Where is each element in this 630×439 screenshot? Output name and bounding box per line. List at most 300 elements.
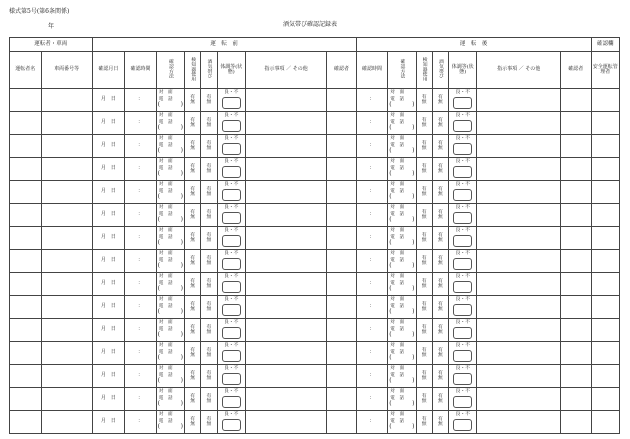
confirm-date-cell[interactable] (92, 296, 125, 319)
condition-cell[interactable] (217, 296, 245, 319)
alcohol-after-cell[interactable] (432, 227, 448, 250)
confirm-time-cell[interactable] (125, 89, 157, 112)
method-cell[interactable] (388, 204, 416, 227)
condition-cell[interactable] (449, 204, 477, 227)
detector-cell[interactable] (185, 158, 201, 181)
checker-after-cell[interactable] (561, 388, 592, 411)
instructions-after-cell[interactable] (477, 296, 561, 319)
vehicle-no-cell[interactable] (41, 204, 92, 227)
vehicle-no-cell[interactable] (41, 365, 92, 388)
confirm-date-cell[interactable] (92, 112, 125, 135)
detector-cell[interactable] (185, 319, 201, 342)
detector-cell[interactable] (185, 365, 201, 388)
instructions-after-cell[interactable] (477, 273, 561, 296)
detector-cell[interactable] (185, 204, 201, 227)
instructions-cell[interactable] (245, 181, 327, 204)
checker-after-cell[interactable] (561, 296, 592, 319)
detector-cell[interactable] (185, 296, 201, 319)
instructions-cell[interactable] (245, 250, 327, 273)
condition-note-box[interactable] (453, 258, 472, 270)
condition-note-box[interactable] (453, 97, 472, 109)
checker-after-cell[interactable] (561, 89, 592, 112)
confirm-time-after-cell[interactable] (356, 365, 388, 388)
checker-after-cell[interactable] (561, 250, 592, 273)
confirm-time-cell[interactable] (125, 411, 157, 434)
alcohol-cell[interactable] (201, 342, 217, 365)
condition-note-box[interactable] (222, 143, 241, 155)
driver-name-cell[interactable] (10, 365, 42, 388)
method-cell[interactable] (388, 181, 416, 204)
alcohol-cell[interactable] (201, 181, 217, 204)
instructions-cell[interactable] (245, 319, 327, 342)
detector-after-cell[interactable] (416, 296, 432, 319)
checker-after-cell[interactable] (561, 227, 592, 250)
alcohol-after-cell[interactable] (432, 89, 448, 112)
confirm-time-after-cell[interactable] (356, 411, 388, 434)
alcohol-after-cell[interactable] (432, 273, 448, 296)
confirm-date-cell[interactable] (92, 411, 125, 434)
detector-after-cell[interactable] (416, 112, 432, 135)
driver-name-cell[interactable] (10, 181, 42, 204)
method-cell[interactable] (156, 158, 184, 181)
checker-cell[interactable] (327, 319, 356, 342)
instructions-cell[interactable] (245, 135, 327, 158)
detector-cell[interactable] (185, 342, 201, 365)
confirm-time-cell[interactable] (125, 227, 157, 250)
condition-note-box[interactable] (222, 120, 241, 132)
condition-cell[interactable] (449, 112, 477, 135)
confirm-time-after-cell[interactable] (356, 158, 388, 181)
method-cell[interactable] (388, 319, 416, 342)
condition-note-box[interactable] (222, 97, 241, 109)
instructions-cell[interactable] (245, 204, 327, 227)
detector-after-cell[interactable] (416, 250, 432, 273)
alcohol-cell[interactable] (201, 158, 217, 181)
detector-cell[interactable] (185, 135, 201, 158)
condition-cell[interactable] (217, 273, 245, 296)
instructions-cell[interactable] (245, 411, 327, 434)
condition-note-box[interactable] (222, 235, 241, 247)
instructions-cell[interactable] (245, 388, 327, 411)
vehicle-no-cell[interactable] (41, 89, 92, 112)
confirm-time-cell[interactable] (125, 181, 157, 204)
detector-after-cell[interactable] (416, 388, 432, 411)
driver-name-cell[interactable] (10, 388, 42, 411)
method-cell[interactable] (156, 319, 184, 342)
detector-after-cell[interactable] (416, 273, 432, 296)
checker-cell[interactable] (327, 204, 356, 227)
alcohol-after-cell[interactable] (432, 204, 448, 227)
driver-name-cell[interactable] (10, 319, 42, 342)
checker-cell[interactable] (327, 273, 356, 296)
condition-note-box[interactable] (222, 419, 241, 431)
detector-cell[interactable] (185, 181, 201, 204)
confirm-date-cell[interactable] (92, 227, 125, 250)
condition-cell[interactable] (449, 365, 477, 388)
vehicle-no-cell[interactable] (41, 319, 92, 342)
checker-cell[interactable] (327, 342, 356, 365)
confirm-time-after-cell[interactable] (356, 89, 388, 112)
confirm-time-after-cell[interactable] (356, 388, 388, 411)
detector-cell[interactable] (185, 227, 201, 250)
confirm-time-after-cell[interactable] (356, 204, 388, 227)
condition-note-box[interactable] (222, 396, 241, 408)
condition-cell[interactable] (217, 158, 245, 181)
method-cell[interactable] (388, 158, 416, 181)
condition-cell[interactable] (449, 89, 477, 112)
condition-cell[interactable] (217, 342, 245, 365)
vehicle-no-cell[interactable] (41, 388, 92, 411)
method-cell[interactable] (156, 411, 184, 434)
condition-note-box[interactable] (453, 396, 472, 408)
condition-cell[interactable] (217, 411, 245, 434)
detector-after-cell[interactable] (416, 204, 432, 227)
checker-after-cell[interactable] (561, 365, 592, 388)
alcohol-cell[interactable] (201, 135, 217, 158)
method-cell[interactable] (388, 227, 416, 250)
vehicle-no-cell[interactable] (41, 135, 92, 158)
alcohol-cell[interactable] (201, 319, 217, 342)
method-cell[interactable] (388, 273, 416, 296)
confirm-time-cell[interactable] (125, 158, 157, 181)
method-cell[interactable] (388, 250, 416, 273)
vehicle-no-cell[interactable] (41, 250, 92, 273)
checker-after-cell[interactable] (561, 135, 592, 158)
condition-cell[interactable] (449, 388, 477, 411)
condition-note-box[interactable] (453, 327, 472, 339)
checker-cell[interactable] (327, 250, 356, 273)
condition-note-box[interactable] (222, 327, 241, 339)
condition-note-box[interactable] (222, 373, 241, 385)
instructions-after-cell[interactable] (477, 112, 561, 135)
detector-cell[interactable] (185, 112, 201, 135)
driver-name-cell[interactable] (10, 250, 42, 273)
confirm-time-cell[interactable] (125, 388, 157, 411)
condition-cell[interactable] (449, 181, 477, 204)
condition-cell[interactable] (449, 135, 477, 158)
detector-after-cell[interactable] (416, 411, 432, 434)
detector-cell[interactable] (185, 273, 201, 296)
alcohol-cell[interactable] (201, 273, 217, 296)
condition-note-box[interactable] (222, 350, 241, 362)
condition-note-box[interactable] (453, 143, 472, 155)
confirm-date-cell[interactable] (92, 158, 125, 181)
checker-after-cell[interactable] (561, 204, 592, 227)
condition-cell[interactable] (217, 365, 245, 388)
safety-manager-cell[interactable] (591, 89, 619, 112)
condition-cell[interactable] (217, 89, 245, 112)
checker-cell[interactable] (327, 296, 356, 319)
condition-cell[interactable] (217, 250, 245, 273)
method-cell[interactable] (388, 112, 416, 135)
condition-note-box[interactable] (453, 281, 472, 293)
checker-cell[interactable] (327, 135, 356, 158)
confirm-time-cell[interactable] (125, 250, 157, 273)
condition-cell[interactable] (217, 204, 245, 227)
method-cell[interactable] (156, 365, 184, 388)
instructions-after-cell[interactable] (477, 342, 561, 365)
method-cell[interactable] (156, 204, 184, 227)
instructions-after-cell[interactable] (477, 158, 561, 181)
alcohol-after-cell[interactable] (432, 112, 448, 135)
condition-cell[interactable] (449, 319, 477, 342)
detector-after-cell[interactable] (416, 135, 432, 158)
safety-manager-cell[interactable] (591, 227, 619, 250)
instructions-after-cell[interactable] (477, 319, 561, 342)
alcohol-cell[interactable] (201, 296, 217, 319)
driver-name-cell[interactable] (10, 112, 42, 135)
confirm-time-cell[interactable] (125, 273, 157, 296)
checker-cell[interactable] (327, 365, 356, 388)
safety-manager-cell[interactable] (591, 250, 619, 273)
driver-name-cell[interactable] (10, 227, 42, 250)
safety-manager-cell[interactable] (591, 112, 619, 135)
alcohol-after-cell[interactable] (432, 342, 448, 365)
instructions-cell[interactable] (245, 365, 327, 388)
instructions-cell[interactable] (245, 273, 327, 296)
detector-after-cell[interactable] (416, 319, 432, 342)
method-cell[interactable] (388, 89, 416, 112)
method-cell[interactable] (388, 365, 416, 388)
condition-note-box[interactable] (222, 166, 241, 178)
alcohol-after-cell[interactable] (432, 181, 448, 204)
condition-cell[interactable] (217, 388, 245, 411)
condition-note-box[interactable] (222, 258, 241, 270)
confirm-date-cell[interactable] (92, 204, 125, 227)
instructions-cell[interactable] (245, 296, 327, 319)
method-cell[interactable] (156, 89, 184, 112)
confirm-time-cell[interactable] (125, 342, 157, 365)
confirm-time-cell[interactable] (125, 319, 157, 342)
vehicle-no-cell[interactable] (41, 411, 92, 434)
vehicle-no-cell[interactable] (41, 273, 92, 296)
detector-cell[interactable] (185, 411, 201, 434)
instructions-cell[interactable] (245, 158, 327, 181)
alcohol-cell[interactable] (201, 365, 217, 388)
confirm-date-cell[interactable] (92, 319, 125, 342)
confirm-time-cell[interactable] (125, 204, 157, 227)
instructions-after-cell[interactable] (477, 135, 561, 158)
vehicle-no-cell[interactable] (41, 181, 92, 204)
method-cell[interactable] (156, 342, 184, 365)
driver-name-cell[interactable] (10, 342, 42, 365)
vehicle-no-cell[interactable] (41, 342, 92, 365)
vehicle-no-cell[interactable] (41, 227, 92, 250)
detector-cell[interactable] (185, 89, 201, 112)
method-cell[interactable] (156, 181, 184, 204)
condition-note-box[interactable] (453, 304, 472, 316)
confirm-date-cell[interactable] (92, 181, 125, 204)
safety-manager-cell[interactable] (591, 158, 619, 181)
condition-cell[interactable] (217, 319, 245, 342)
driver-name-cell[interactable] (10, 135, 42, 158)
condition-cell[interactable] (449, 250, 477, 273)
confirm-time-cell[interactable] (125, 135, 157, 158)
method-cell[interactable] (388, 411, 416, 434)
detector-after-cell[interactable] (416, 181, 432, 204)
confirm-date-cell[interactable] (92, 273, 125, 296)
checker-cell[interactable] (327, 112, 356, 135)
method-cell[interactable] (156, 112, 184, 135)
condition-note-box[interactable] (453, 373, 472, 385)
method-cell[interactable] (388, 296, 416, 319)
detector-after-cell[interactable] (416, 158, 432, 181)
confirm-time-after-cell[interactable] (356, 273, 388, 296)
method-cell[interactable] (156, 227, 184, 250)
confirm-date-cell[interactable] (92, 365, 125, 388)
confirm-time-after-cell[interactable] (356, 181, 388, 204)
confirm-time-cell[interactable] (125, 112, 157, 135)
method-cell[interactable] (156, 135, 184, 158)
confirm-time-cell[interactable] (125, 365, 157, 388)
checker-after-cell[interactable] (561, 319, 592, 342)
method-cell[interactable] (388, 342, 416, 365)
safety-manager-cell[interactable] (591, 411, 619, 434)
safety-manager-cell[interactable] (591, 273, 619, 296)
checker-after-cell[interactable] (561, 181, 592, 204)
detector-after-cell[interactable] (416, 365, 432, 388)
alcohol-cell[interactable] (201, 250, 217, 273)
condition-cell[interactable] (449, 273, 477, 296)
condition-cell[interactable] (449, 296, 477, 319)
alcohol-cell[interactable] (201, 411, 217, 434)
vehicle-no-cell[interactable] (41, 296, 92, 319)
driver-name-cell[interactable] (10, 204, 42, 227)
alcohol-cell[interactable] (201, 112, 217, 135)
confirm-time-after-cell[interactable] (356, 250, 388, 273)
vehicle-no-cell[interactable] (41, 158, 92, 181)
safety-manager-cell[interactable] (591, 388, 619, 411)
driver-name-cell[interactable] (10, 158, 42, 181)
condition-cell[interactable] (449, 158, 477, 181)
condition-cell[interactable] (449, 227, 477, 250)
alcohol-after-cell[interactable] (432, 250, 448, 273)
confirm-time-cell[interactable] (125, 296, 157, 319)
safety-manager-cell[interactable] (591, 342, 619, 365)
condition-note-box[interactable] (453, 120, 472, 132)
condition-cell[interactable] (449, 342, 477, 365)
driver-name-cell[interactable] (10, 89, 42, 112)
condition-note-box[interactable] (453, 212, 472, 224)
condition-cell[interactable] (449, 411, 477, 434)
condition-note-box[interactable] (453, 166, 472, 178)
vehicle-no-cell[interactable] (41, 112, 92, 135)
confirm-time-after-cell[interactable] (356, 319, 388, 342)
instructions-cell[interactable] (245, 227, 327, 250)
checker-after-cell[interactable] (561, 342, 592, 365)
instructions-after-cell[interactable] (477, 411, 561, 434)
checker-cell[interactable] (327, 411, 356, 434)
checker-after-cell[interactable] (561, 158, 592, 181)
safety-manager-cell[interactable] (591, 181, 619, 204)
checker-cell[interactable] (327, 388, 356, 411)
instructions-after-cell[interactable] (477, 89, 561, 112)
instructions-cell[interactable] (245, 342, 327, 365)
condition-cell[interactable] (217, 135, 245, 158)
method-cell[interactable] (156, 296, 184, 319)
safety-manager-cell[interactable] (591, 319, 619, 342)
confirm-time-after-cell[interactable] (356, 227, 388, 250)
safety-manager-cell[interactable] (591, 296, 619, 319)
detector-cell[interactable] (185, 250, 201, 273)
checker-cell[interactable] (327, 89, 356, 112)
safety-manager-cell[interactable] (591, 365, 619, 388)
checker-after-cell[interactable] (561, 112, 592, 135)
condition-cell[interactable] (217, 227, 245, 250)
method-cell[interactable] (156, 250, 184, 273)
detector-after-cell[interactable] (416, 342, 432, 365)
alcohol-after-cell[interactable] (432, 388, 448, 411)
alcohol-after-cell[interactable] (432, 135, 448, 158)
confirm-date-cell[interactable] (92, 388, 125, 411)
method-cell[interactable] (156, 273, 184, 296)
driver-name-cell[interactable] (10, 296, 42, 319)
alcohol-cell[interactable] (201, 388, 217, 411)
alcohol-cell[interactable] (201, 89, 217, 112)
instructions-after-cell[interactable] (477, 365, 561, 388)
condition-note-box[interactable] (222, 281, 241, 293)
confirm-time-after-cell[interactable] (356, 342, 388, 365)
confirm-time-after-cell[interactable] (356, 296, 388, 319)
checker-cell[interactable] (327, 181, 356, 204)
condition-note-box[interactable] (453, 235, 472, 247)
alcohol-after-cell[interactable] (432, 411, 448, 434)
detector-after-cell[interactable] (416, 89, 432, 112)
method-cell[interactable] (156, 388, 184, 411)
alcohol-after-cell[interactable] (432, 296, 448, 319)
confirm-time-after-cell[interactable] (356, 135, 388, 158)
condition-cell[interactable] (217, 181, 245, 204)
confirm-time-after-cell[interactable] (356, 112, 388, 135)
detector-cell[interactable] (185, 388, 201, 411)
confirm-date-cell[interactable] (92, 250, 125, 273)
condition-note-box[interactable] (222, 304, 241, 316)
condition-note-box[interactable] (453, 419, 472, 431)
instructions-after-cell[interactable] (477, 181, 561, 204)
detector-after-cell[interactable] (416, 227, 432, 250)
instructions-after-cell[interactable] (477, 204, 561, 227)
safety-manager-cell[interactable] (591, 135, 619, 158)
alcohol-cell[interactable] (201, 204, 217, 227)
condition-note-box[interactable] (453, 189, 472, 201)
checker-after-cell[interactable] (561, 273, 592, 296)
method-cell[interactable] (388, 388, 416, 411)
condition-note-box[interactable] (453, 350, 472, 362)
driver-name-cell[interactable] (10, 273, 42, 296)
confirm-date-cell[interactable] (92, 135, 125, 158)
instructions-cell[interactable] (245, 112, 327, 135)
driver-name-cell[interactable] (10, 411, 42, 434)
instructions-after-cell[interactable] (477, 388, 561, 411)
condition-note-box[interactable] (222, 212, 241, 224)
alcohol-cell[interactable] (201, 227, 217, 250)
confirm-date-cell[interactable] (92, 342, 125, 365)
checker-cell[interactable] (327, 227, 356, 250)
instructions-after-cell[interactable] (477, 250, 561, 273)
instructions-after-cell[interactable] (477, 227, 561, 250)
method-cell[interactable] (388, 135, 416, 158)
alcohol-after-cell[interactable] (432, 365, 448, 388)
instructions-cell[interactable] (245, 89, 327, 112)
checker-cell[interactable] (327, 158, 356, 181)
safety-manager-cell[interactable] (591, 204, 619, 227)
alcohol-after-cell[interactable] (432, 158, 448, 181)
confirm-date-cell[interactable] (92, 89, 125, 112)
alcohol-after-cell[interactable] (432, 319, 448, 342)
condition-note-box[interactable] (222, 189, 241, 201)
condition-cell[interactable] (217, 112, 245, 135)
checker-after-cell[interactable] (561, 411, 592, 434)
